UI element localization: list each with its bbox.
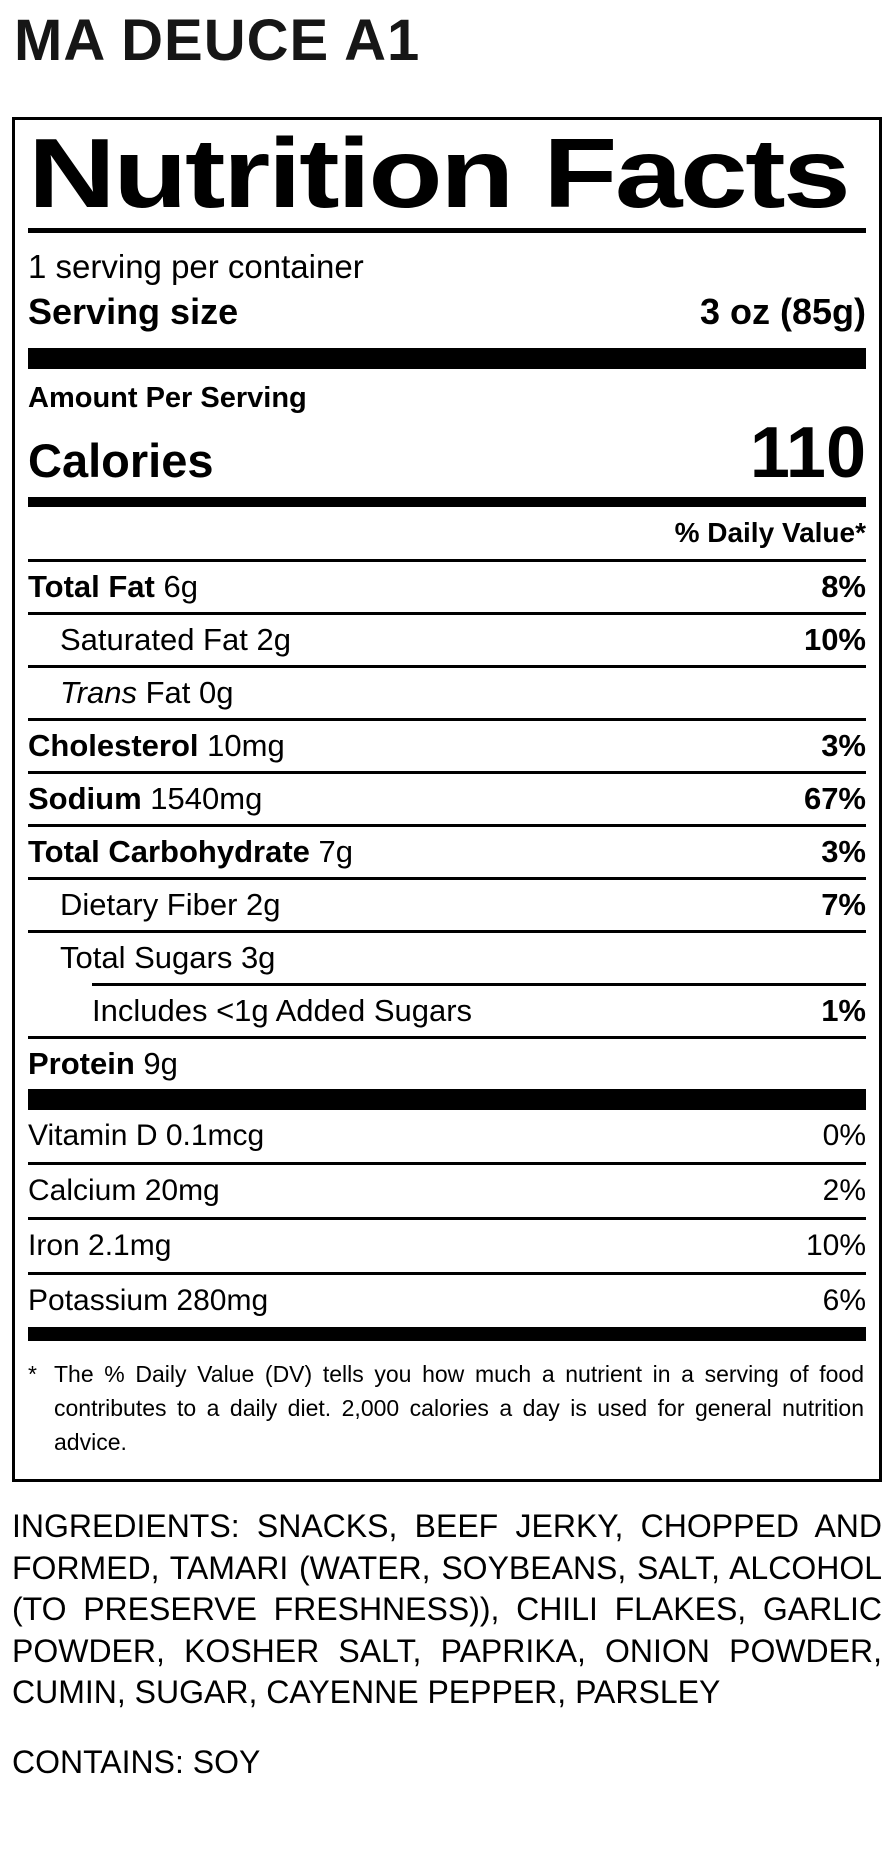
label-title: Nutrition Facts xyxy=(28,117,849,228)
nutrient-row xyxy=(28,665,866,718)
daily-value-header: % Daily Value* xyxy=(674,516,866,548)
nutrient-daily-value: 67% xyxy=(803,780,866,816)
nutrition-facts-panel xyxy=(12,117,882,1482)
thick-divider-bar xyxy=(28,1089,866,1110)
nutrient-row xyxy=(28,718,866,771)
vitamin-row xyxy=(28,1110,866,1162)
nutrient-row xyxy=(28,559,866,612)
nutrient-row xyxy=(28,877,866,930)
nutrient-name-amount: Saturated Fat 2g xyxy=(60,621,291,657)
title-divider xyxy=(28,228,866,233)
medium-divider-bar xyxy=(28,1327,866,1341)
nutrient-name-amount: Total Fat 6g xyxy=(28,568,198,604)
serving-size-row xyxy=(28,291,866,348)
serving-size-label: Serving size xyxy=(28,290,239,332)
nutrient-daily-value: 2% xyxy=(822,1173,866,1207)
nutrient-row xyxy=(28,986,866,1036)
nutrient-name-amount: Iron 2.1mg xyxy=(28,1228,172,1262)
nutrient-rows xyxy=(28,559,866,1089)
nutrient-row xyxy=(28,930,866,983)
nutrient-daily-value: 3% xyxy=(821,727,866,763)
daily-value-footnote xyxy=(28,1351,866,1471)
medium-divider-bar xyxy=(28,497,866,507)
nutrient-daily-value: 0% xyxy=(822,1118,866,1152)
vitamin-row xyxy=(28,1272,866,1327)
nutrient-daily-value: 1% xyxy=(821,992,866,1028)
nutrient-name-amount: Dietary Fiber 2g xyxy=(60,886,281,922)
nutrient-daily-value: 7% xyxy=(821,886,866,922)
vitamin-row xyxy=(28,1162,866,1217)
nutrient-name-amount: Vitamin D 0.1mcg xyxy=(28,1118,265,1152)
ingredients-text: INGREDIENTS: SNACKS, BEEF JERKY, CHOPPED AND FORMED, TAMARI (WATER, SOYBEANS, SALT, ALCOHOL (TO PRESERVE FRESHNESS)), CHILI FLAKES, GARLIC POWDER, KOSHER SALT, PAPRIKA, ONION POWDER, CUMIN, SUGAR, CAYENNE PEPPER, PARSLEY xyxy=(12,1507,882,1711)
calories-row xyxy=(28,412,866,497)
thick-divider-bar xyxy=(28,348,866,369)
vitamin-rows xyxy=(28,1110,866,1327)
serving-size-value: 3 oz (85g) xyxy=(699,290,866,332)
footnote-asterisk: * xyxy=(28,1360,37,1387)
nutrient-name-amount: Total Sugars 3g xyxy=(60,939,276,975)
calories-label: Calories xyxy=(28,433,214,487)
nutrient-name-amount: Cholesterol 10mg xyxy=(28,727,285,763)
nutrient-row xyxy=(28,1036,866,1089)
nutrient-daily-value: 6% xyxy=(822,1283,866,1317)
nutrient-name-amount: Potassium 280mg xyxy=(28,1283,269,1317)
nutrient-daily-value: 10% xyxy=(805,1228,866,1262)
nutrient-name-amount: Includes <1g Added Sugars xyxy=(92,992,473,1028)
nutrient-daily-value: 3% xyxy=(821,833,866,869)
nutrient-daily-value: 8% xyxy=(821,568,866,604)
nutrient-row xyxy=(28,771,866,824)
contains-text: CONTAINS: SOY xyxy=(12,1743,261,1780)
amount-per-serving-label: Amount Per Serving xyxy=(28,381,307,414)
nutrient-row xyxy=(28,612,866,665)
calories-value: 110 xyxy=(749,412,866,493)
nutrient-daily-value: 10% xyxy=(803,621,866,657)
servings-per-container: 1 serving per container xyxy=(28,247,364,285)
nutrient-name-amount: Calcium 20mg xyxy=(28,1173,220,1207)
nutrient-name-amount: Protein 9g xyxy=(28,1045,178,1081)
nutrient-name-amount: Total Carbohydrate 7g xyxy=(28,833,354,869)
nutrient-name-amount: Trans Fat 0g xyxy=(60,674,234,710)
footnote-text: The % Daily Value (DV) tells you how much a nutrient in a serving of food contributes to a daily diet. 2,000 calories a day is used for general nutrition advice. xyxy=(54,1360,864,1455)
product-title: MA DEUCE A1 xyxy=(14,8,421,73)
vitamin-row xyxy=(28,1217,866,1272)
nutrient-name-amount: Sodium 1540mg xyxy=(28,780,263,816)
nutrient-row xyxy=(28,824,866,877)
